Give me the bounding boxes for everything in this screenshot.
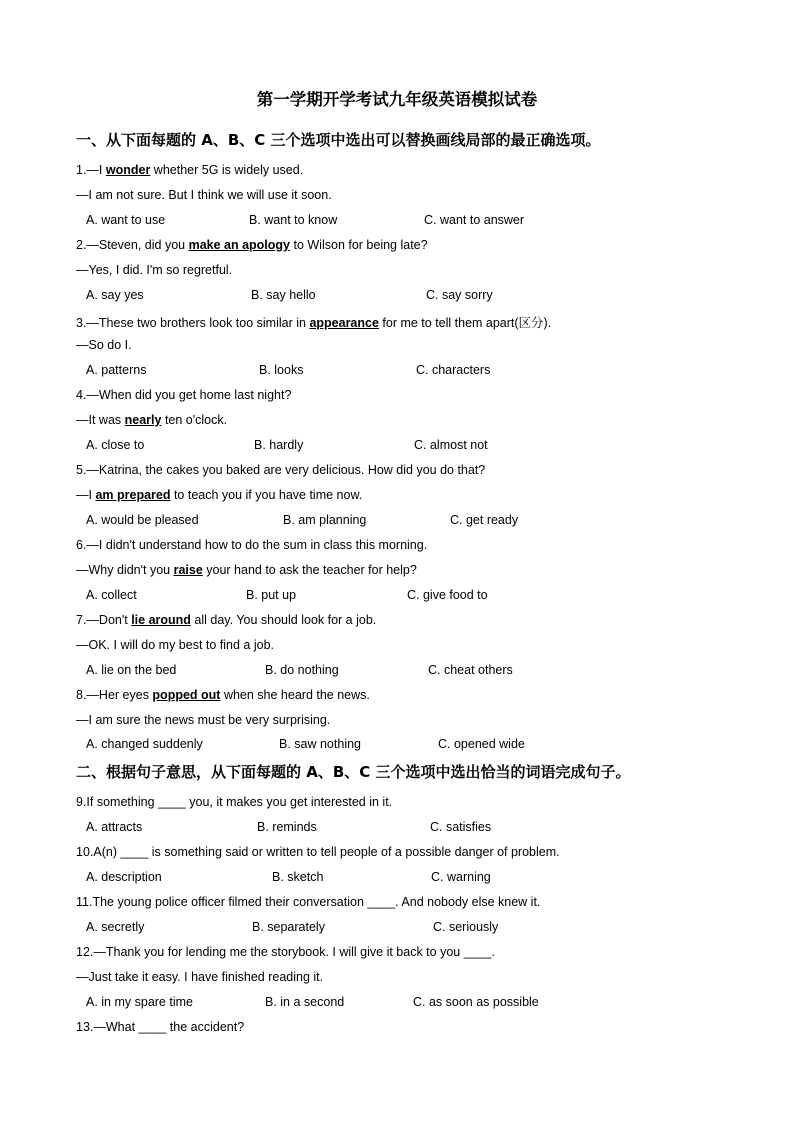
question-1-option-b[interactable]: B. want to know — [249, 213, 338, 227]
section-1-heading: 一、从下面每题的 A、B、C 三个选项中选出可以替换画线局部的最正确选项。 — [76, 131, 601, 149]
question-2-option-c[interactable]: C. say sorry — [426, 288, 493, 302]
section-2-heading: 二、根据句子意思，从下面每题的 A、B、C 三个选项中选出恰当的词语完成句子。 — [76, 763, 631, 781]
question-1-option-c[interactable]: C. want to answer — [424, 213, 525, 227]
question-12: 12.—Thank you for lending me the storybook. I will give it back to you ____. — [76, 945, 495, 959]
question-7-reply: —OK. I will do my best to find a job. — [76, 638, 274, 652]
question-1: 1.—I wonder whether 5G is widely used. — [76, 163, 304, 177]
question-7-option-a[interactable]: A. lie on the bed — [86, 663, 177, 677]
question-7-option-c[interactable]: C. cheat others — [428, 663, 513, 677]
question-2: 2.—Steven, did you make an apology to Wilson for being late? — [76, 238, 428, 252]
question-3-option-c[interactable]: C. characters — [416, 363, 491, 377]
question-8-reply: —I am sure the news must be very surprising. — [76, 713, 331, 727]
question-8-option-b[interactable]: B. saw nothing — [279, 737, 361, 751]
question-8-option-c[interactable]: C. opened wide — [438, 737, 525, 751]
question-12-option-b[interactable]: B. in a second — [265, 995, 345, 1009]
question-12-reply: —Just take it easy. I have finished reading it. — [76, 970, 324, 984]
question-10-option-b[interactable]: B. sketch — [272, 870, 324, 884]
question-6: 6.—I didn't understand how to do the sum in class this morning. — [76, 538, 428, 552]
question-3-option-a[interactable]: A. patterns — [86, 363, 147, 377]
underlined-phrase: wonder — [105, 163, 151, 177]
question-5: 5.—Katrina, the cakes you baked are very delicious. How did you do that? — [76, 463, 486, 477]
question-12-option-c[interactable]: C. as soon as possible — [413, 995, 539, 1009]
question-5-option-a[interactable]: A. would be pleased — [86, 513, 199, 527]
question-10: 10.A(n) ____ is something said or written to tell people of a possible danger of problem. — [76, 845, 560, 859]
underlined-phrase: popped out — [152, 688, 221, 702]
question-3-option-b[interactable]: B. looks — [259, 363, 304, 377]
question-6-option-b[interactable]: B. put up — [246, 588, 297, 602]
question-3-reply: —So do I. — [76, 338, 132, 352]
question-1-option-a[interactable]: A. want to use — [86, 213, 166, 227]
underlined-phrase: make an apology — [188, 238, 291, 252]
question-7-option-b[interactable]: B. do nothing — [265, 663, 339, 677]
question-4-option-b[interactable]: B. hardly — [254, 438, 304, 452]
question-13: 13.—What ____ the accident? — [76, 1020, 245, 1034]
question-10-option-c[interactable]: C. warning — [431, 870, 491, 884]
question-5-reply: —I am prepared to teach you if you have time now. — [76, 488, 363, 502]
question-11-option-b[interactable]: B. separately — [252, 920, 325, 934]
question-8-option-a[interactable]: A. changed suddenly — [86, 737, 203, 751]
question-4: 4.—When did you get home last night? — [76, 388, 292, 402]
question-11-option-a[interactable]: A. secretly — [86, 920, 145, 934]
underlined-phrase: nearly — [124, 413, 162, 427]
underlined-phrase: appearance — [309, 316, 379, 330]
question-12-option-a[interactable]: A. in my spare time — [86, 995, 193, 1009]
question-2-reply: —Yes, I did. I'm so regretful. — [76, 263, 233, 277]
question-9-option-b[interactable]: B. reminds — [257, 820, 317, 834]
question-11: 11.The young police officer filmed their conversation ____. And nobody else knew it. — [76, 895, 541, 909]
question-1-reply: —I am not sure. But I think we will use it soon. — [76, 188, 332, 202]
question-4-option-c[interactable]: C. almost not — [414, 438, 488, 452]
question-6-option-c[interactable]: C. give food to — [407, 588, 488, 602]
underlined-phrase: am prepared — [95, 488, 171, 502]
underlined-phrase: raise — [173, 563, 203, 577]
question-7: 7.—Don't lie around all day. You should look for a job. — [76, 613, 377, 627]
question-6-option-a[interactable]: A. collect — [86, 588, 137, 602]
question-2-option-a[interactable]: A. say yes — [86, 288, 144, 302]
question-5-option-c[interactable]: C. get ready — [450, 513, 519, 527]
question-4-reply: —It was nearly ten o'clock. — [76, 413, 228, 427]
question-8: 8.—Her eyes popped out when she heard the news. — [76, 688, 370, 702]
question-6-reply: —Why didn't you raise your hand to ask the teacher for help? — [76, 563, 417, 577]
page-title: 第一学期开学考试九年级英语模拟试卷 — [256, 90, 538, 109]
question-9-option-a[interactable]: A. attracts — [86, 820, 143, 834]
underlined-phrase: lie around — [131, 613, 191, 627]
question-9: 9.If something ____ you, it makes you get interested in it. — [76, 795, 393, 809]
question-10-option-a[interactable]: A. description — [86, 870, 162, 884]
question-2-option-b[interactable]: B. say hello — [251, 288, 316, 302]
question-4-option-a[interactable]: A. close to — [86, 438, 145, 452]
question-3: 3.—These two brothers look too similar in appearance for me to tell them apart(区分). — [76, 316, 552, 330]
question-11-option-c[interactable]: C. seriously — [433, 920, 499, 934]
question-9-option-c[interactable]: C. satisfies — [430, 820, 492, 834]
question-5-option-b[interactable]: B. am planning — [283, 513, 367, 527]
